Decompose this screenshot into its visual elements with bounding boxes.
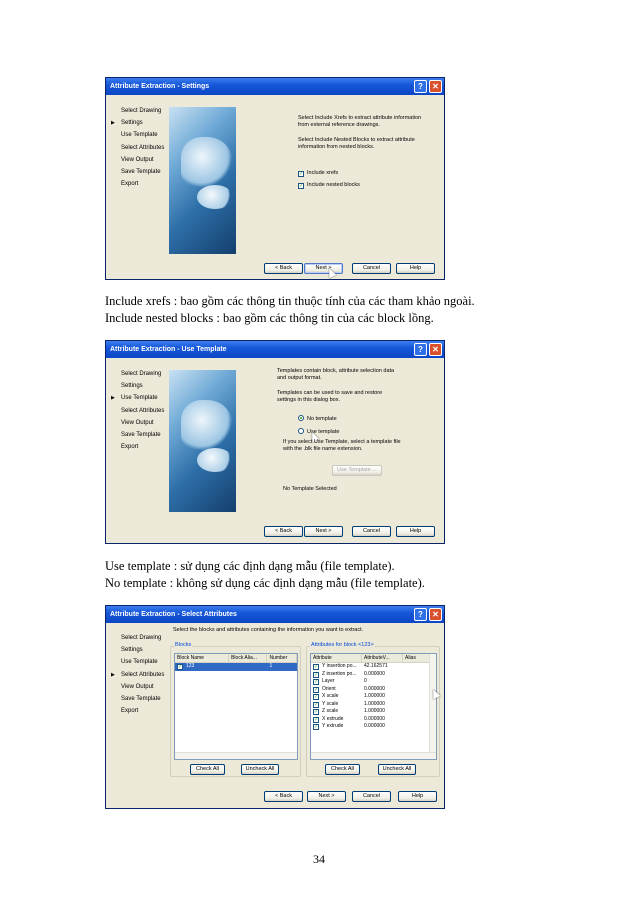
step-select-attributes: Select Attributes: [121, 144, 165, 151]
blocks-list-header: [175, 654, 297, 663]
attribute-name-cell: Y scale: [322, 700, 339, 707]
xrefs-description: Select Include Xrefs to extract attribute information from external reference drawings.: [298, 115, 422, 128]
back-button[interactable]: < Back: [264, 791, 303, 802]
select-attributes-titlebar: [106, 606, 444, 623]
block-name-cell: 123: [186, 663, 195, 669]
template-file-hint: If you select Use Template, select a template file with the .blk file name extension.: [283, 439, 401, 452]
select-attributes-dialog: [105, 605, 445, 809]
table-row[interactable]: [311, 708, 436, 716]
wizard-image: [169, 370, 236, 512]
column-number[interactable]: Number: [267, 654, 297, 662]
radio-icon: [298, 428, 304, 434]
template-description: Templates contain block, attribute selection data and output format.: [277, 368, 395, 381]
help-button[interactable]: Help: [396, 263, 435, 274]
attribute-name-cell: Layer: [322, 678, 335, 684]
blocks-group-label: Blocks: [175, 642, 192, 648]
attribute-value-cell: 0.000000: [364, 685, 385, 692]
step-view-output: View Output: [121, 419, 154, 426]
step-select-drawing: Select Drawing: [121, 108, 162, 114]
checkbox-icon[interactable]: ✓: [314, 679, 319, 685]
cancel-button[interactable]: Cancel: [352, 263, 391, 274]
close-button[interactable]: ✕: [429, 343, 442, 356]
attribute-value-cell: 0.000000: [364, 715, 385, 722]
step-export: Export: [121, 444, 139, 451]
template-save-description: Templates can be used to save and restore settings in this dialog box.: [277, 390, 383, 403]
attribute-value-cell: 1.000000: [364, 700, 385, 707]
checkbox-icon: ✓: [299, 171, 304, 177]
attribute-alias-cell: [403, 671, 431, 679]
column-attribute[interactable]: Attribute: [311, 654, 362, 662]
attribute-value-cell: 0: [364, 678, 367, 684]
help-title-button[interactable]: ?: [414, 80, 427, 93]
attribute-alias-cell: [403, 701, 431, 709]
include-xrefs-checkbox[interactable]: [298, 170, 338, 177]
use-template-titlebar: [106, 341, 444, 358]
step-select-drawing: Select Drawing: [121, 371, 162, 377]
attribute-alias-cell: [403, 686, 431, 694]
table-row[interactable]: [311, 686, 436, 694]
no-template-label: No template: [307, 416, 337, 422]
table-row[interactable]: [311, 663, 436, 671]
close-button[interactable]: ✕: [429, 80, 442, 93]
checkbox-icon[interactable]: ✓: [314, 664, 319, 670]
attribute-name-cell: Y extrude: [322, 723, 344, 729]
attribute-value-cell: 1.000000: [364, 693, 385, 699]
step-use-template: Use Template: [121, 659, 158, 666]
caption-use-template: Use template : sử dụng các định dạng mẫu (file template).: [105, 559, 395, 573]
use-template-title: Attribute Extraction - Use Template: [110, 346, 227, 353]
wizard-steps: [110, 368, 164, 453]
step-settings: Settings: [121, 647, 143, 654]
next-button[interactable]: Next >: [304, 263, 343, 274]
caption-include-xrefs: Include xrefs : bao gồm các thông tin thuộc tính của các tham khảo ngoài.: [105, 294, 475, 308]
checkbox-icon[interactable]: ✓: [314, 686, 319, 693]
include-nested-label: Include nested blocks: [307, 182, 360, 188]
caption-include-nested: Include nested blocks : bao gồm các thông tin của các block lồng.: [105, 311, 434, 325]
wizard-steps: [110, 105, 164, 190]
next-button[interactable]: Next >: [307, 791, 346, 802]
step-settings: Settings: [121, 383, 143, 390]
attributes-uncheck-all-button[interactable]: Uncheck All: [378, 764, 416, 775]
attribute-alias-cell: [403, 693, 431, 701]
step-save-template: Save Template: [121, 431, 161, 438]
template-status: No Template Selected: [283, 486, 337, 492]
cancel-button[interactable]: Cancel: [352, 791, 391, 802]
use-template-radio[interactable]: [298, 428, 339, 436]
attributes-group: [306, 642, 440, 777]
checkbox-icon[interactable]: ✓: [314, 701, 319, 708]
checkbox-icon[interactable]: ✓: [178, 664, 183, 670]
help-button[interactable]: Help: [396, 526, 435, 537]
use-template-dialog: [105, 340, 445, 544]
attribute-alias-cell: [403, 663, 431, 671]
checkbox-icon[interactable]: ✓: [314, 671, 319, 678]
settings-titlebar: [106, 78, 444, 95]
table-row[interactable]: [311, 671, 436, 679]
step-export: Export: [121, 181, 139, 188]
attribute-name-cell: Z scale: [322, 708, 339, 714]
table-row[interactable]: [311, 723, 436, 731]
checkbox-icon[interactable]: ✓: [314, 709, 319, 715]
attribute-alias-cell: [403, 723, 431, 731]
blocks-uncheck-all-button[interactable]: Uncheck All: [241, 764, 279, 775]
attribute-alias-cell: [403, 678, 431, 686]
step-view-output: View Output: [121, 683, 154, 690]
use-template-browse-button[interactable]: Use Template ...: [332, 465, 382, 476]
back-button[interactable]: < Back: [264, 263, 303, 274]
settings-title: Attribute Extraction - Settings: [110, 83, 210, 90]
blocks-check-all-button[interactable]: Check All: [190, 764, 225, 775]
attribute-name-cell: Z insertion po...: [322, 670, 357, 677]
horizontal-scrollbar[interactable]: [175, 752, 297, 759]
blocks-list[interactable]: [174, 653, 298, 760]
table-row[interactable]: [311, 716, 436, 724]
select-instruction: Select the blocks and attributes containing the information you want to extract.: [173, 627, 364, 633]
table-row[interactable]: [311, 701, 436, 709]
page-number: 34: [313, 852, 325, 866]
vertical-scrollbar[interactable]: [429, 654, 436, 752]
step-save-template: Save Template: [121, 695, 161, 702]
attribute-alias-cell: [403, 708, 431, 716]
attributes-group-label: Attributes for block <123>: [311, 642, 374, 648]
settings-dialog: [105, 77, 445, 280]
attribute-alias-cell: [403, 716, 431, 724]
attribute-value-cell: 1.000000: [364, 708, 385, 714]
wizard-steps: [110, 632, 164, 717]
wizard-image: [169, 107, 236, 254]
step-use-template: Use Template: [121, 132, 158, 139]
attribute-name-cell: X scale: [322, 693, 339, 699]
checkbox-icon[interactable]: ✓: [314, 724, 319, 730]
next-button[interactable]: Next >: [304, 526, 343, 537]
block-number-cell: 1: [269, 663, 273, 669]
column-alias[interactable]: Alias: [403, 654, 431, 662]
help-title-button[interactable]: ?: [414, 608, 427, 621]
attributes-list[interactable]: [310, 653, 437, 760]
table-row[interactable]: [311, 693, 436, 701]
attribute-name-cell: Orient: [322, 685, 336, 692]
column-block-alias[interactable]: Block Alia...: [229, 654, 267, 662]
attribute-name-cell: X extrude: [322, 715, 344, 722]
help-title-button[interactable]: ?: [414, 343, 427, 356]
column-block-name[interactable]: Block Name: [175, 654, 229, 662]
attributes-rows: [311, 663, 436, 731]
step-settings: ▶ Settings: [110, 117, 164, 129]
attribute-name-cell: Y insertion po...: [322, 663, 357, 669]
attributes-check-all-button[interactable]: Check All: [325, 764, 360, 775]
back-button[interactable]: < Back: [264, 526, 303, 537]
step-export: Export: [121, 708, 139, 715]
radio-icon: [298, 415, 304, 421]
block-alias-cell: [229, 663, 267, 671]
attributes-list-header: [311, 654, 436, 663]
step-select-drawing: Select Drawing: [121, 635, 162, 641]
step-select-attributes: Select Attributes: [121, 407, 165, 414]
attribute-value-cell: 42.162571: [364, 663, 388, 669]
include-xrefs-label: Include xrefs: [307, 170, 339, 176]
help-button[interactable]: Help: [398, 791, 437, 802]
cancel-button[interactable]: Cancel: [352, 526, 391, 537]
close-button[interactable]: ✕: [429, 608, 442, 621]
table-row[interactable]: [175, 663, 297, 671]
attribute-value-cell: 0.000000: [364, 723, 385, 729]
select-attributes-title: Attribute Extraction - Select Attributes: [110, 611, 237, 618]
caption-no-template: No template : không sử dụng các định dạng mẫu (file template).: [105, 576, 425, 590]
include-nested-checkbox[interactable]: [298, 182, 360, 189]
horizontal-scrollbar[interactable]: [311, 752, 436, 759]
blocks-group: [170, 642, 301, 777]
checkbox-icon[interactable]: ✓: [314, 716, 319, 723]
step-save-template: Save Template: [121, 168, 161, 175]
attribute-value-cell: 0.000000: [364, 670, 385, 677]
checkbox-icon[interactable]: ✓: [314, 694, 319, 700]
table-row[interactable]: [311, 678, 436, 686]
step-select-attributes: ▶ Select Attributes: [110, 669, 164, 681]
nested-description: Select Include Nested Blocks to extract attribute information from nested blocks.: [298, 137, 415, 150]
use-template-label: Use template: [307, 429, 340, 435]
no-template-radio[interactable]: [298, 415, 337, 423]
column-attribute-value[interactable]: AttributeV...: [362, 654, 403, 662]
checkbox-icon: ✓: [299, 183, 304, 189]
step-view-output: View Output: [121, 156, 154, 163]
step-use-template: ▶ Use Template: [110, 392, 164, 404]
